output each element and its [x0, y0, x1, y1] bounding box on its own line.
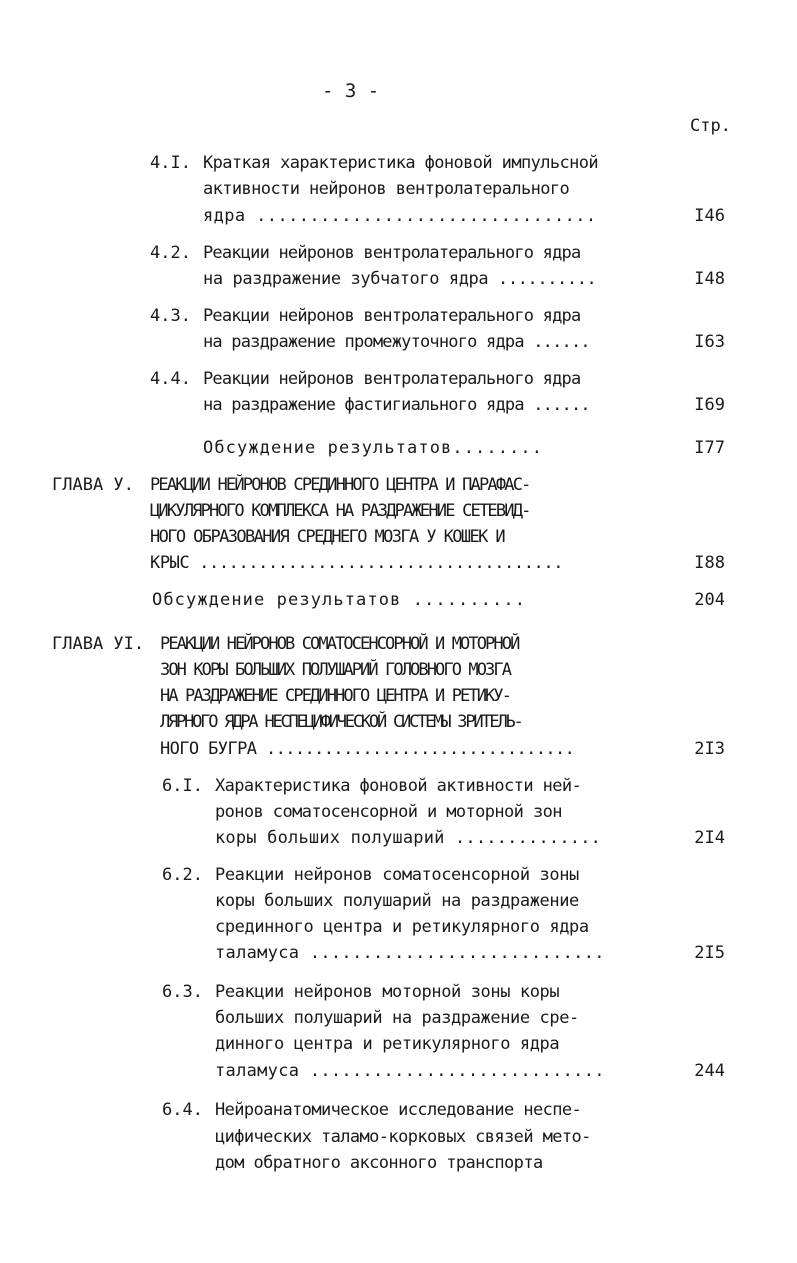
entry-line: цифических таламо-корковых связей мето- [215, 1127, 591, 1147]
entry-page: I46 [694, 206, 725, 226]
entry-line: на раздражение промежуточного ядра ...... [203, 332, 590, 352]
chapter-line: ЦИКУЛЯРНОГО КОМПЛЕКСА НА РАЗДРАЖЕНИЕ СЕТЕВИД- [150, 501, 530, 521]
entry-line: дом обратного аксонного транспорта [215, 1153, 543, 1173]
entry-page: 2I3 [694, 739, 725, 759]
entry-line: ронов соматосенсорной и моторной зон [215, 802, 562, 822]
entry-line: коры больших полушарий .............. [215, 828, 602, 848]
entry-page: 2I4 [694, 828, 725, 848]
chapter-line: РЕАКЦИИ НЕЙРОНОВ СОМАТОСЕНСОРНОЙ И МОТОРНОЙ [160, 634, 519, 654]
entry-number: 4.I. [150, 153, 191, 173]
entry-line: на раздражение фастигиального ядра ...... [203, 395, 590, 415]
chapter-line: КРЫС ..................................... [150, 553, 564, 573]
entry-line: срединного центра и ретикулярного ядра [215, 917, 589, 937]
entry-line: Реакции нейронов моторной зоны коры [215, 982, 560, 1002]
page-number: - 3 - [322, 80, 380, 102]
entry-line: Реакции нейронов вентролатерального ядра [203, 243, 581, 263]
discussion-line: Обсуждение результатов .......... [152, 590, 527, 610]
discussion-line: Обсуждение результатов........ [203, 438, 544, 458]
entry-page: I69 [694, 395, 725, 415]
chapter-line: НОГО ОБРАЗОВАНИЯ СРЕДНЕГО МОЗГА У КОШЕК И [150, 527, 505, 547]
entry-number: 4.3. [150, 306, 191, 326]
entry-line: ядра ................................ [203, 206, 597, 226]
entry-line: Реакции нейронов соматосенсорной зоны [215, 865, 579, 885]
entry-line: на раздражение зубчатого ядра .......... [203, 269, 597, 289]
entry-page: I63 [694, 332, 725, 352]
entry-line: Характеристика фоновой активности ней- [215, 776, 582, 796]
entry-line: активности нейронов вентролатерального [203, 179, 570, 199]
entry-line: динного центра и ретикулярного ядра [215, 1034, 560, 1054]
entry-line: таламуса ............................ [215, 943, 605, 963]
entry-page: I88 [694, 553, 725, 573]
entry-line: Нейроанатомическое исследование неспе- [215, 1100, 582, 1120]
entry-page: 204 [694, 590, 725, 610]
chapter-number: ГЛАВА У. [52, 475, 134, 495]
entry-number: 6.3. [162, 982, 203, 1002]
chapter-line: НА РАЗДРАЖЕНИЕ СРЕДИННОГО ЦЕНТРА И РЕТИКУ- [160, 686, 511, 706]
entry-line: коры больших полушарий на раздражение [215, 891, 579, 911]
chapter-line: НОГО БУГРА ................................ [160, 739, 575, 759]
page-column-label: Стр. [690, 116, 731, 136]
entry-number: 6.I. [162, 776, 203, 796]
entry-line: Реакции нейронов вентролатерального ядра [203, 369, 581, 389]
entry-page: 2I5 [694, 943, 725, 963]
entry-page: 244 [694, 1061, 725, 1081]
entry-line: Реакции нейронов вентролатерального ядра [203, 306, 581, 326]
entry-page: I48 [694, 269, 725, 289]
chapter-line: РЕАКЦИИ НЕЙРОНОВ СРЕДИННОГО ЦЕНТРА И ПАРАФАС- [150, 475, 530, 495]
entry-number: 4.4. [150, 369, 191, 389]
chapter-line: ЗОН КОРЫ БОЛЬШИХ ПОЛУШАРИЙ ГОЛОВНОГО МОЗГА [160, 660, 511, 680]
entry-page: I77 [694, 438, 725, 458]
chapter-line: ЛЯРНОГО ЯДРА НЕСПЕЦИФИЧЕСКОЙ СИСТЕМЫ ЗРИТЕЛЬ- [160, 712, 522, 732]
entry-line: таламуса ............................ [215, 1061, 605, 1081]
entry-line: больших полушарий на раздражение сре- [215, 1008, 579, 1028]
entry-number: 4.2. [150, 243, 191, 263]
entry-number: 6.2. [162, 865, 203, 885]
entry-number: 6.4. [162, 1100, 203, 1120]
entry-line: Краткая характеристика фоновой импульсной [203, 153, 599, 173]
chapter-number: ГЛАВА УI. [52, 634, 145, 654]
